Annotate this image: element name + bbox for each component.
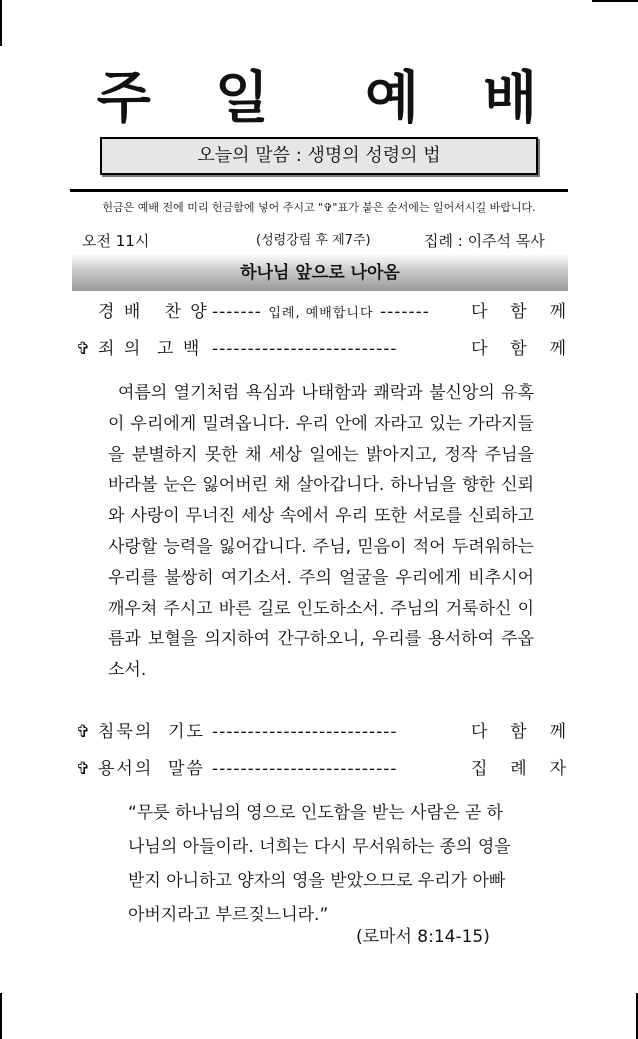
todays-word-box: 오늘의 말씀 : 생명의 성령의 법 bbox=[100, 137, 538, 175]
order-item-assurance bbox=[76, 757, 566, 781]
order-label: 죄 의 고 백 bbox=[98, 339, 202, 359]
offering-notice: 헌금은 예배 전에 미리 헌금함에 넣어 주시고 "✞"표가 붙은 순서에는 일어서시길 바랍니다. bbox=[102, 201, 536, 214]
order-label: 침묵의 기도 bbox=[98, 722, 205, 742]
order-item-confession bbox=[76, 337, 566, 361]
section-heading: 하나님 앞으로 나아옴 bbox=[72, 255, 568, 291]
service-time: 오전 11시 bbox=[82, 232, 150, 250]
title-char: 예 bbox=[365, 66, 424, 131]
order-participant: 다 함 께 bbox=[471, 339, 566, 359]
order-participant: 집 례 자 bbox=[471, 759, 566, 779]
order-label: 용서의 말씀 bbox=[98, 759, 205, 779]
order-item-silent-prayer bbox=[76, 720, 566, 744]
title-char: 주 bbox=[96, 66, 155, 131]
order-label: 경 배 찬 양 bbox=[98, 302, 209, 322]
scripture-text: “무릇 하나님의 영으로 인도함을 받는 사람은 곧 하나님의 아들이라. 너희는 다시 무서워하는 종의 영을 받지 아니하고 양자의 영을 받았으므로 우리가 아빠 아버지라고 부르짖느니라.” bbox=[128, 803, 511, 925]
cross-icon: ✞ bbox=[76, 722, 91, 742]
order-participant: 다 함 께 bbox=[471, 722, 566, 742]
order-leader-line: ------- 입례, 예배합니다 ------- bbox=[212, 302, 430, 322]
crop-mark-bottom-left bbox=[0, 993, 2, 1039]
scripture-reference: (로마서 8:14-15) bbox=[356, 927, 490, 947]
officiant: 집례 : 이주석 목사 bbox=[424, 232, 545, 250]
page-title bbox=[0, 66, 638, 132]
divider-rule bbox=[70, 189, 568, 192]
crop-mark-top-right bbox=[592, 0, 638, 2]
crop-mark-top-left bbox=[0, 0, 2, 46]
order-note: 입례, 예배합니다 bbox=[268, 306, 374, 321]
order-participant: 다 함 께 bbox=[471, 302, 566, 322]
order-leader-line: -------------------------- bbox=[212, 722, 398, 742]
cross-icon: ✞ bbox=[76, 759, 91, 779]
order-leader-line: -------------------------- bbox=[212, 759, 398, 779]
order-leader-line: -------------------------- bbox=[212, 339, 398, 359]
title-char: 배 bbox=[483, 66, 542, 131]
scripture-passage bbox=[128, 796, 516, 932]
order-item-praise bbox=[76, 300, 566, 324]
liturgical-season: (성령강림 후 제7주) bbox=[256, 233, 371, 248]
confession-text: 여름의 열기처럼 욕심과 나태함과 쾌락과 불신앙의 유혹이 우리에게 밀려옵니다. 우리 안에 자라고 있는 가라지들을 분별하지 못한 채 세상 일에는 밝아지고, 정작 주님을 바라볼 눈은 잃어버린 채 살아갑니다. 하나님을 향한 신뢰와 사랑이 무너진 세상 속에서 우리 또한 서로를 신뢰하고 사랑할 능력을 잃어갑니다. 주님, 믿음이 적어 두려워하는 우리를 불쌍히 여기소서. 주의 얼굴을 우리에게 비추시어 깨우쳐 주시고 바른 길로 인도하소서. 주님의 거룩하신 이름과 보혈을 의지하여 간구하오니, 우리를 용서하여 주옵소서. bbox=[108, 383, 534, 681]
title-char: 일 bbox=[214, 66, 273, 131]
confession-prayer bbox=[108, 378, 534, 686]
cross-icon: ✞ bbox=[76, 339, 91, 359]
